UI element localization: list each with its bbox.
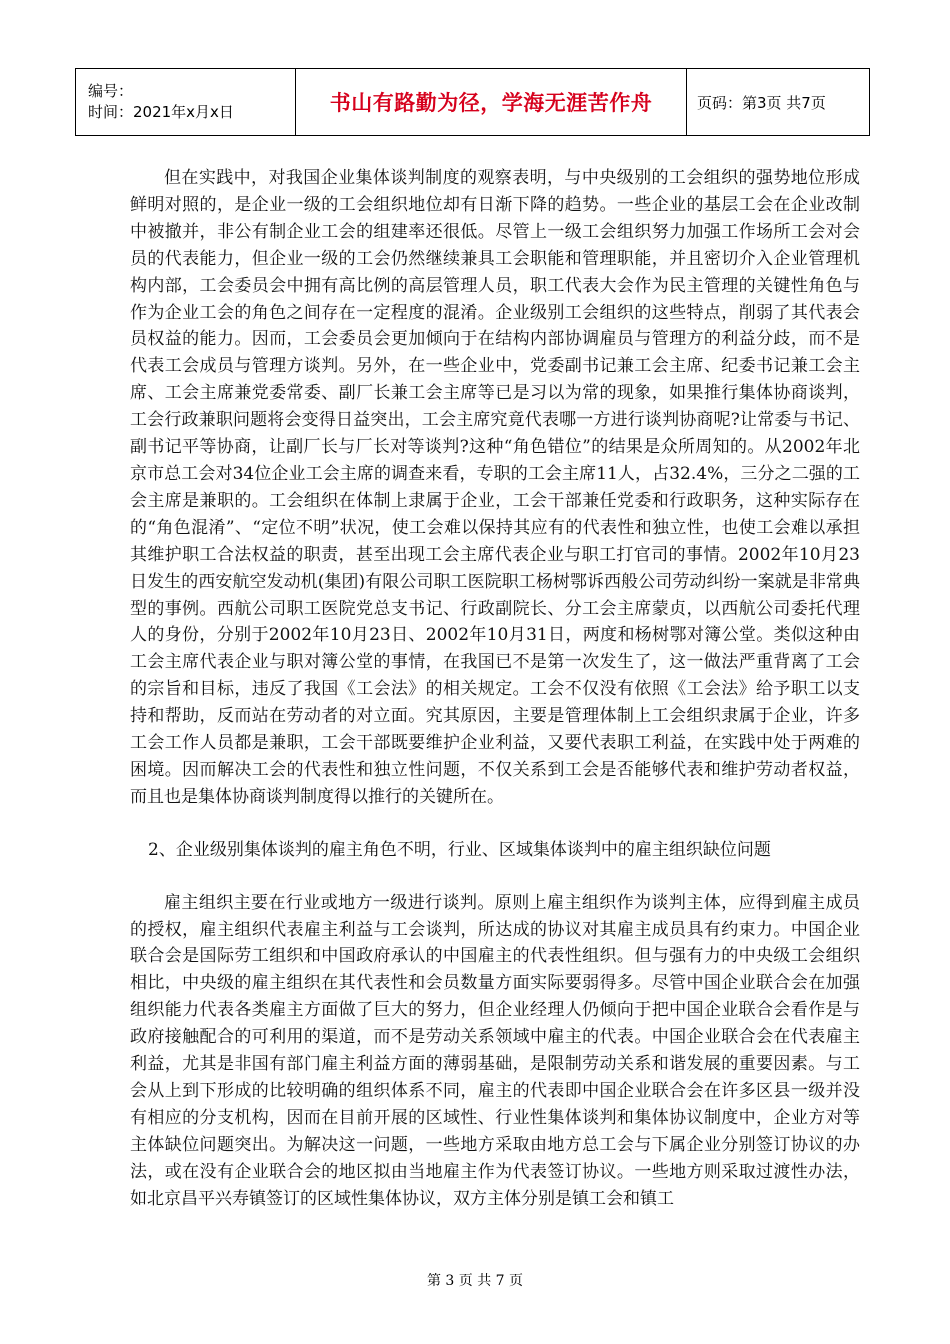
body-paragraph: 但在实践中，对我国企业集体谈判制度的观察表明，与中央级别的工会组织的强势地位形成鲜明对照的，是企业一级的工会组织地位却有日渐下降的趋势。一些企业的基层工会在企业改制中被撤并，非公有制企业工会的组建率还很低。尽管上一级工会组织努力加强工作场所工会对会员的代表能力，但企业一级的工会仍然继续兼具工会职能和管理职能，并且密切介入企业管理机构内部，工会委员会中拥有高比例的高层管理人员，职工代表大会作为民主管理的关键性角色与作为企业工会的角色之间存在一定程度的混淆。企业级别工会组织的这些特点，削弱了其代表会员权益的能力。因而，工会委员会更加倾向于在结构内部协调雇员与管理方的利益分歧，而不是代表工会成员与管理方谈判。另外，在一些企业中，党委副书记兼工会主席、纪委书记兼工会主席、工会主席兼党委常委、副厂长兼工会主席等已是习以为常的现象，如果推行集体协商谈判，工会行政兼职问题将会变得日益突出，工会主席究竟代表哪一方进行谈判协商呢?让常委与书记、副书记平等协商，让副厂长与厂长对等谈判?这种“角色错位”的结果是众所周知的。从2002年北京市总工会对34位企业工会主席的调查来看，专职的工会主席11人，占32.4%，三分之二强的工会主席是兼职的。工会组织在体制上隶属于企业，工会干部兼任党委和行政职务，这种实际存在的“角色混淆”、“定位不明”状况，使工会难以保持其应有的代表性和独立性，也使工会难以承担其维护职工合法权益的职责，甚至出现工会主席代表企业与职工打官司的事情。2002年10月23日发生的西安航空发动机(集团)有限公司职工医院职工杨树鄂诉西般公司劳动纠纷一案就是非常典型的事例。西航公司职工医院党总支书记、行政副院长、分工会主席蒙贞，以西航公司委托代理人的身份，分别于2002年10月23日、2002年10月31日，两度和杨树鄂对簿公堂。类似这种由工会主席代表企业与职对簿公堂的事情，在我国已不是第一次发生了，这一做法严重背离了工会的宗旨和目标，违反了我国《工会法》的相关规定。工会不仅没有依照《工会法》给予职工以支持和帮助，反而站在劳动者的对立面。究其原因，主要是管理体制上工会组织隶属于企业，许多工会工作人员都是兼职，工会干部既要维护企业利益，又要代表职工利益，在实践中处于两难的困境。因而解决工会的代表性和独立性问题，不仅关系到工会是否能够代表和维护劳动者权益，而且也是集体协商谈判制度得以推行的关键所在。 bbox=[130, 168, 860, 807]
header-meta-cell bbox=[76, 69, 296, 136]
serial-number-label: 编号： bbox=[88, 82, 134, 100]
header-motto: 书山有路勤为径，学海无涯苦作舟 bbox=[296, 69, 687, 136]
page-header bbox=[75, 68, 870, 136]
page-footer: 第 3 页 共 7 页 bbox=[426, 1273, 524, 1289]
section-heading: 2、企业级别集体谈判的雇主角色不明，行业、区域集体谈判中的雇主组织缺位问题 bbox=[148, 839, 771, 860]
time-label: 时间：2021年x月x日 bbox=[88, 103, 234, 121]
document-body bbox=[130, 165, 860, 1213]
body-paragraph: 雇主组织主要在行业或地方一级进行谈判。原则上雇主组织作为谈判主体，应得到雇主成员的授权，雇主组织代表雇主利益与工会谈判，所达成的协议对其雇主成员具有约束力。中国企业联合会是国际劳工组织和中国政府承认的中国雇主的代表性组织。但与强有力的中央级工会组织相比，中央级的雇主组织在其代表性和会员数量方面实际要弱得多。尽管中国企业联合会在加强组织能力代表各类雇主方面做了巨大的努力，但企业经理人仍倾向于把中国企业联合会看作是与政府接触配合的可利用的渠道，而不是劳动关系领域中雇主的代表。中国企业联合会在代表雇主利益，尤其是非国有部门雇主利益方面的薄弱基础，是限制劳动关系和谐发展的重要因素。与工会从上到下形成的比较明确的组织体系不同，雇主的代表即中国企业联合会在许多区县一级并没有相应的分支机构，因而在目前开展的区域性、行业性集体谈判和集体协议制度中，企业方对等主体缺位问题突出。为解决这一问题，一些地方采取由地方总工会与下属企业分别签订协议的办法，或在没有企业联合会的地区拟由当地雇主作为代表签订协议。一些地方则采取过渡性办法，如北京昌平兴寿镇签订的区域性集体协议，双方主体分别是镇工会和镇工 bbox=[130, 892, 860, 1209]
header-page-number: 页码：第3页 共7页 bbox=[687, 69, 870, 136]
